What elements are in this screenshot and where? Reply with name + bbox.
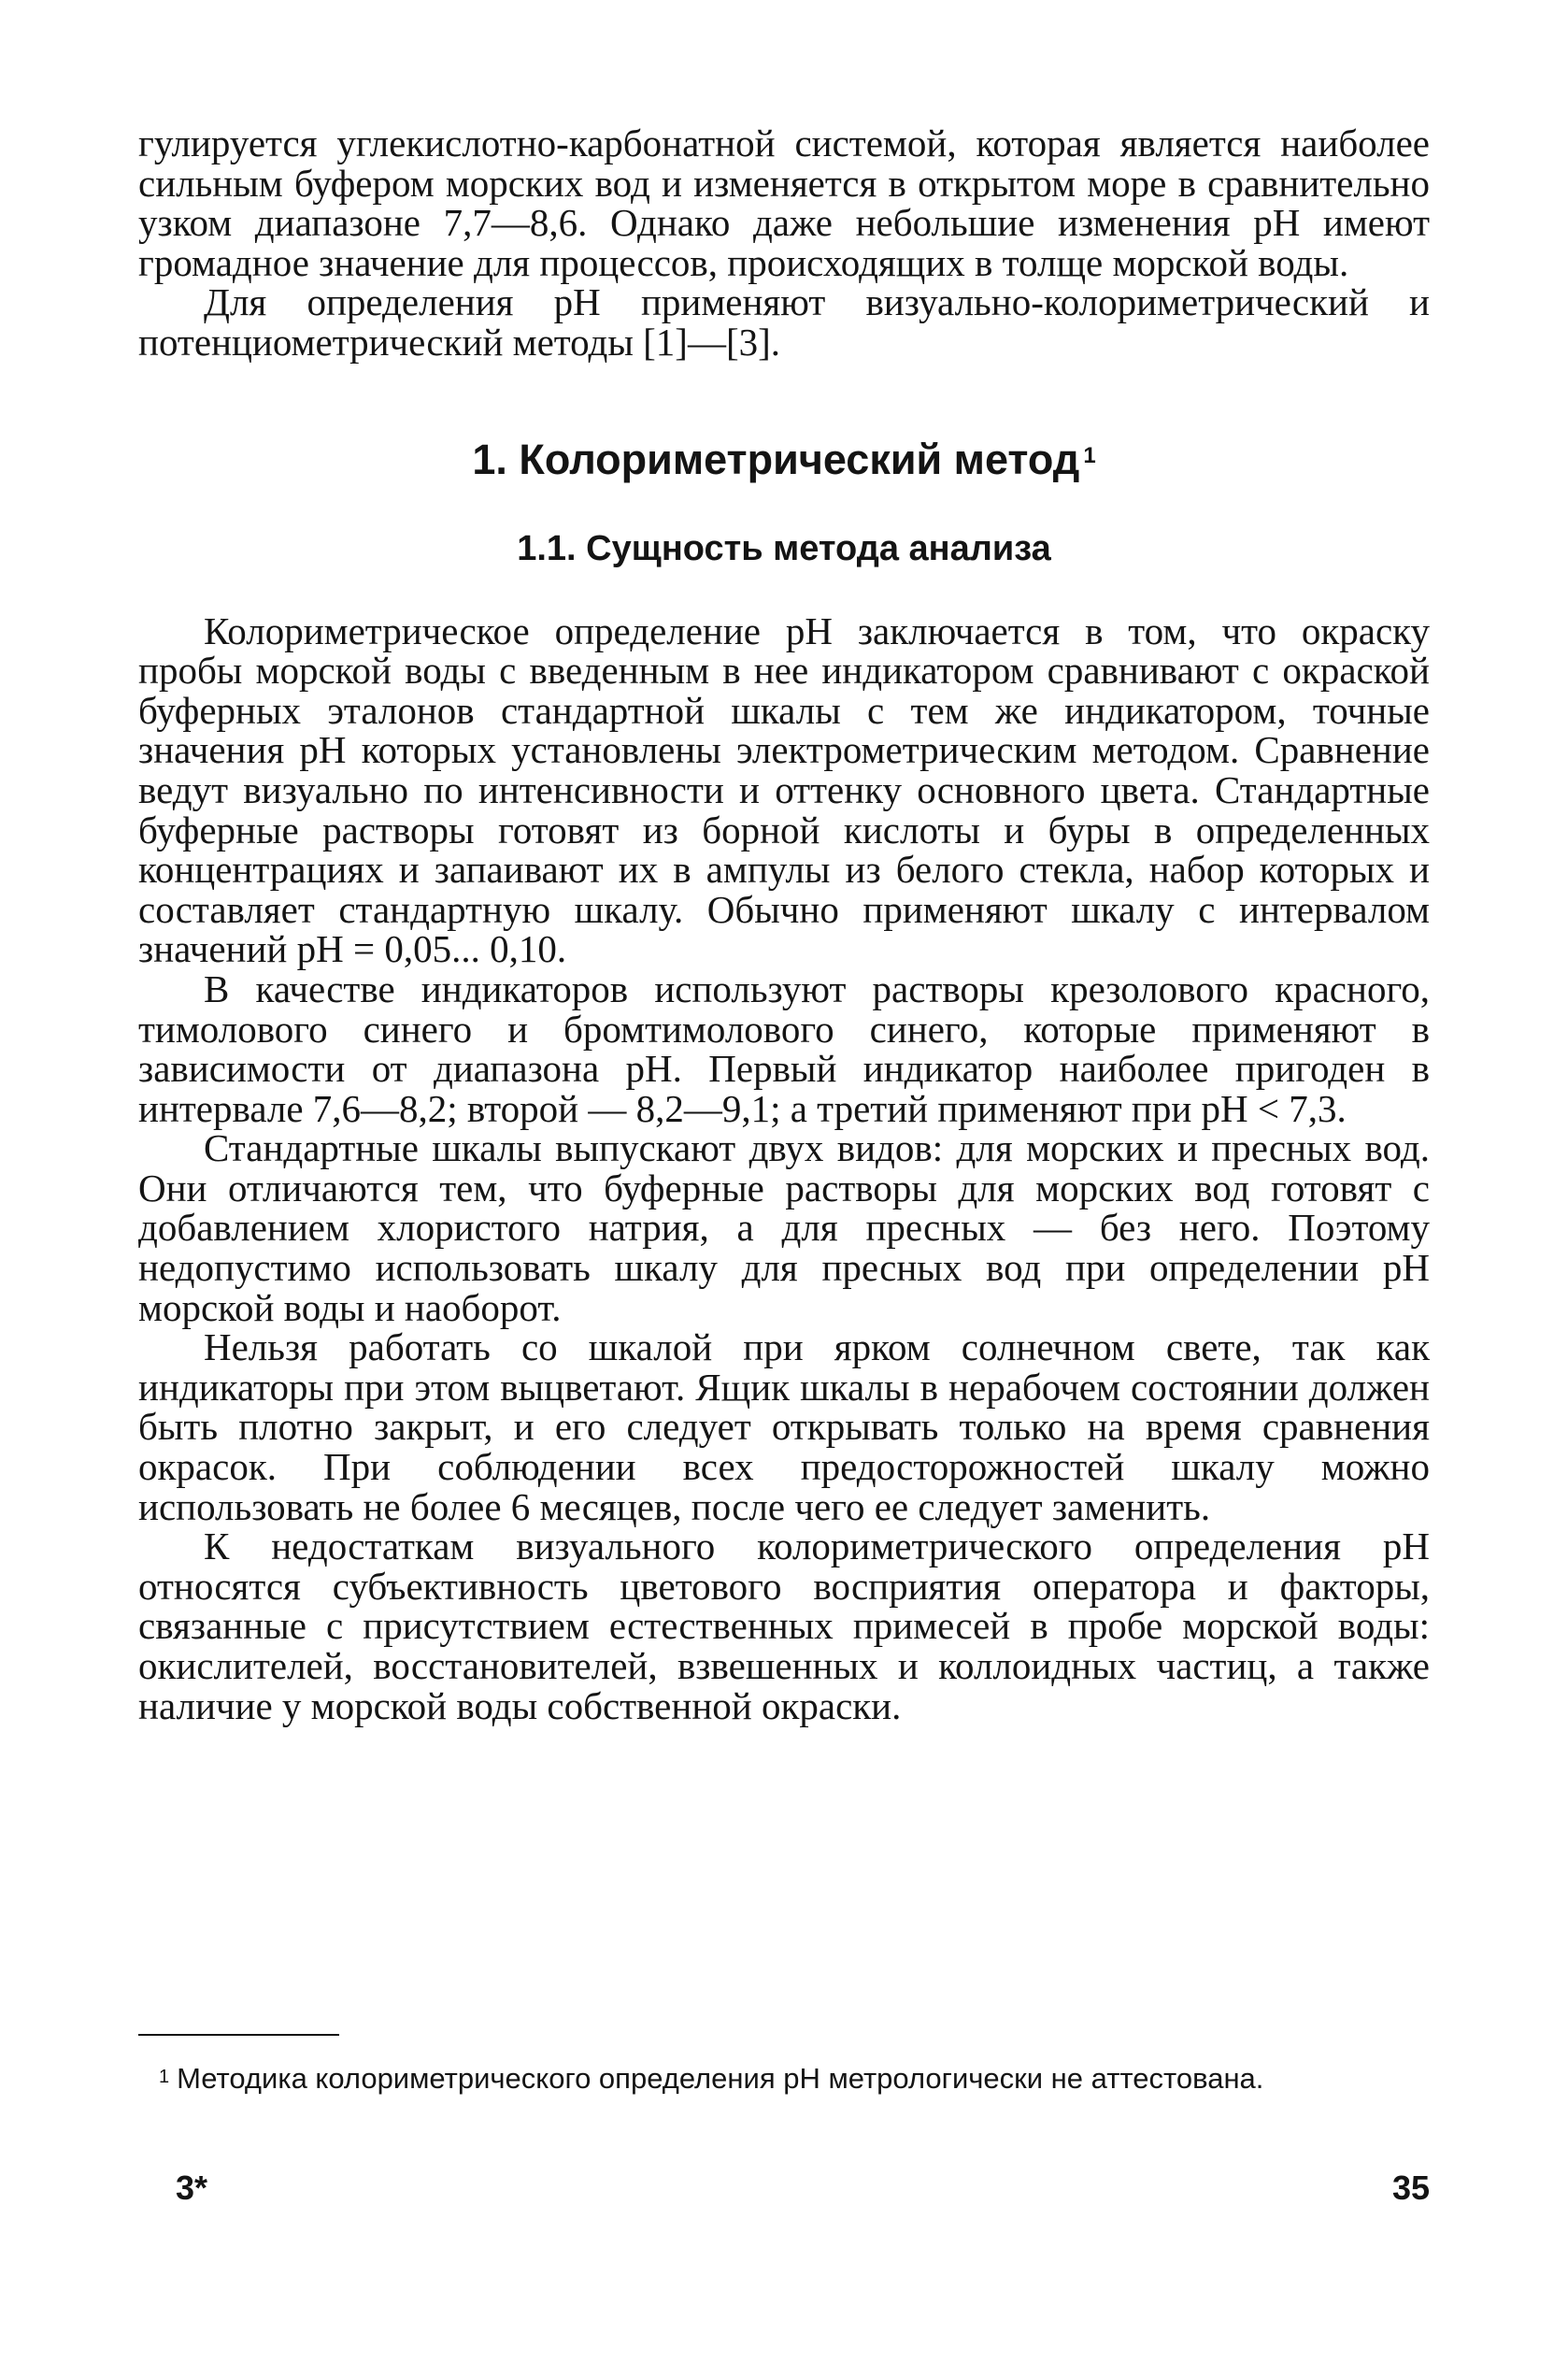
footnote-text: Методика колориметрического определения pH метрологически не аттестована.: [177, 2062, 1264, 2095]
page-number: 35: [1391, 2169, 1430, 2207]
footnote: [138, 2061, 1430, 2097]
paragraph-drawbacks: К недостаткам визуального колориметрического определения pH относятся субъективность цветового восприятия оператора и факторы, связанные с присутствием естественных примесей в пробе морской воды: окислителей, восстановителей, взвешенных и коллоидных частиц, а также наличие у морской воды собственной окраски.: [138, 1525, 1430, 1727]
footnote-divider: [138, 2034, 339, 2036]
paragraph-indicators: В качестве индикаторов используют растворы крезолового красного, тимолового синего и бромтимолового синего, которые применяют в зависимости от диапазона pH. Первый индикатор наиболее пригоден в интервале 7,6—8,2; второй — 8,2—9,1; а третий применяют при pH < 7,3.: [138, 966, 1430, 1130]
paragraph-ph-methods: Для определения pH применяют визуально-колориметрический и потенциометрический методы [1]—[3].: [138, 280, 1430, 364]
section-heading: [138, 436, 1430, 484]
paragraph-scale-types: Стандартные шкалы выпускают двух видов: для морских и пресных вод. Они отличаются тем, что буферные растворы для морских вод готовят с добавлением хлористого натрия, а для пресных — без него. Поэтому недопустимо использовать шкалу для пресных вод при определении pH морской воды и наоборот.: [138, 1126, 1430, 1329]
section-heading-text: 1. Колориметрический метод: [472, 435, 1080, 483]
subsection-heading: 1.1. Сущность метода анализа: [517, 528, 1051, 568]
signature-mark: 3*: [176, 2169, 208, 2207]
footnote-mark: 1: [159, 2067, 170, 2087]
paragraph-method-essence: Колориметрическое определение pH заключается в том, что окраску пробы морской воды с введенным в нее индикатором сравнивают с окраской буферных эталонов стандартной шкалы с тем же индикатором, точные значения pH которых установлены электрометрическим методом. Сравнение ведут визуально по интенсивности и оттенку основного цвета. Стандартные буферные растворы готовят из борной кислоты и буры в определенных концентрациях и запаивают их в ампулы из белого стекла, набор которых и составляет стандартную шкалу. Обычно применяют шкалу с интервалом значений pH = 0,05... 0,10.: [138, 608, 1430, 971]
footnote-reference: 1: [1083, 442, 1096, 468]
page-content: [138, 122, 1430, 2207]
paragraph-scale-handling: Нельзя работать со шкалой при ярком солнечном свете, так как индикаторы при этом выцветают. Ящик шкалы в нерабочем состоянии должен быть плотно закрыт, и его следует открывать только на время сравнения окрасок. При соблюдении всех предосторожностей шкалу можно использовать не более 6 месяцев, после чего ее следует заменить.: [138, 1325, 1430, 1528]
paragraph-intro-continuation: гулируется углекислотно-карбонатной системой, которая является наиболее сильным буфером морских вод и изменяется в открытом море в сравнительно узком диапазоне 7,7—8,6. Однако даже небольшие изменения pH имеют громадное значение для процессов, происходящих в толще морской воды.: [138, 122, 1430, 284]
